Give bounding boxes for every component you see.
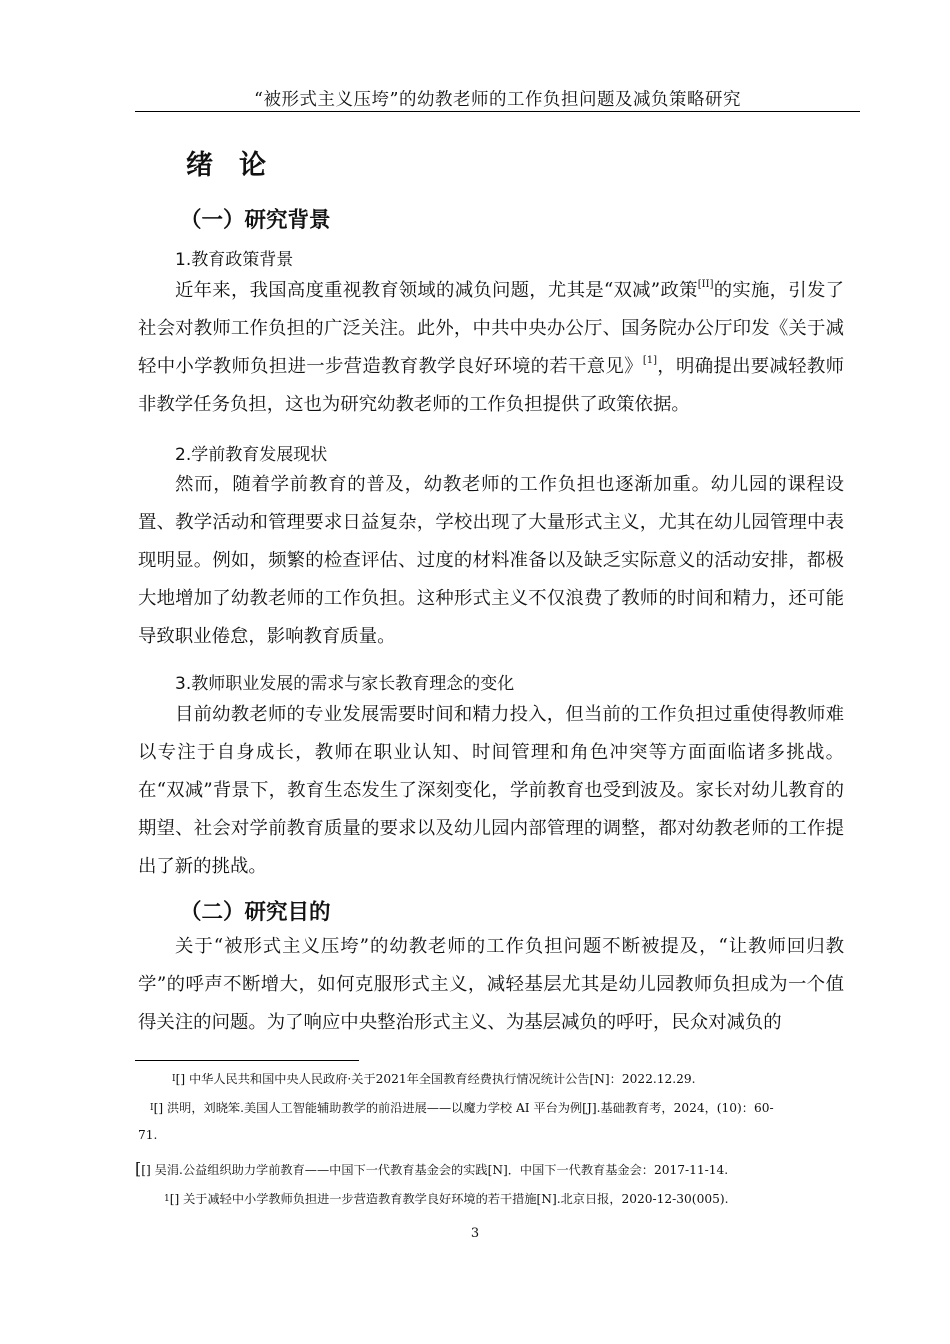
header-rule [135,111,860,112]
footnote-text: [] 中华人民共和国中央人民政府·关于2021年全国教育经费执行情况统计公告[N]：2022.12.29. [175,1072,696,1086]
paragraph-preschool: 然而，随着学前教育的普及，幼教老师的工作负担也逐渐加重。幼儿园的课程设置、教学活动和管理要求日益复杂，学校出现了大量形式主义，尤其在幼儿园管理中表现明显。例如，频繁的检查评估、过度的材料准备以及缺乏实际意义的活动安排，都极大地增加了幼教老师的工作负担。这种形式主义不仅浪费了教师的时间和精力，还可能导致职业倦怠，影响教育质量。 [138,474,844,647]
footnote-continuation: 71. [138,1128,158,1142]
subsection-heading-preschool: 2.学前教育发展现状 [175,445,328,465]
paragraph-text: 近年来，我国高度重视教育领域的减负问题，尤其是“双减”政策 [175,280,698,301]
footnote [150,1095,774,1122]
paragraph-text: 的实施，引发了社会对教师工作负担的广泛关注。此外，中共中央办公厅、国务院办公厅印发《关于减轻中小学教师负担进一步营造教育教学良好环境的若干意见》 [138,280,844,377]
paragraph-career: 目前幼教老师的专业发展需要时间和精力投入，但当前的工作负担过重使得教师难以专注于自身成长，教师在职业认知、时间管理和角色冲突等方面面临诸多挑战。在“双减”背景下，教育生态发生了深刻变化，学前教育也受到波及。家长对幼儿教育的期望、社会对学前教育质量的要求以及幼儿园内部管理的调整，都对幼教老师的工作提出了新的挑战。 [138,704,844,877]
footnote-text: [] 关于减轻中小学教师负担进一步营造教育教学良好环境的若干措施[N].北京日报，2020-12-30(005). [169,1192,729,1206]
chapter-title: 绪论 [186,150,292,181]
section-heading-background: （一）研究背景 [180,208,331,233]
footnote [172,1066,695,1093]
paragraph-policy [138,272,844,424]
section-heading-purpose: （二）研究目的 [180,900,331,925]
running-header: “被形式主义压垮”的幼教老师的工作负担问题及减负策略研究 [254,90,741,110]
footnote-rule [135,1060,359,1061]
footnote-text: [] 洪明，刘晓笨.美国人工智能辅助教学的前沿进展——以魔力学校 AI 平台为例[J].基础教育考，2024，(10)：60- [153,1101,774,1115]
footnote [135,1155,728,1184]
paragraph-purpose: 关于“被形式主义压垮”的幼教老师的工作负担问题不断被提及，“让教师回归教学”的呼声不断增大，如何克服形式主义，减轻基层尤其是幼儿园教师负担成为一个值得关注的问题。为了响应中央整治形式主义、为基层减负的呼吁，民众对减负的 [138,936,844,1033]
footnote-mark: I [150,1103,154,1113]
footnote-mark: 1 [164,1194,170,1204]
footnote-text: [] 吴涓.公益组织助力学前教育——中国下一代教育基金会的实践[N]．中国下一代教育基金会：2017-11-14. [141,1163,729,1177]
footnote-mark: I [172,1074,176,1084]
citation-mark: [II] [697,278,714,290]
footnote [164,1186,728,1213]
citation-mark: [1] [642,354,657,366]
subsection-heading-career: 3.教师职业发展的需求与家长教育理念的变化 [175,674,515,694]
footnote-mark: [ [135,1159,142,1178]
subsection-heading-policy: 1.教育政策背景 [175,250,294,270]
paragraph-text: ，明确提出要减轻教师非教学任务负担，这也为研究幼教老师的工作负担提供了政策依据。 [138,356,844,415]
page-number: 3 [470,1226,480,1241]
